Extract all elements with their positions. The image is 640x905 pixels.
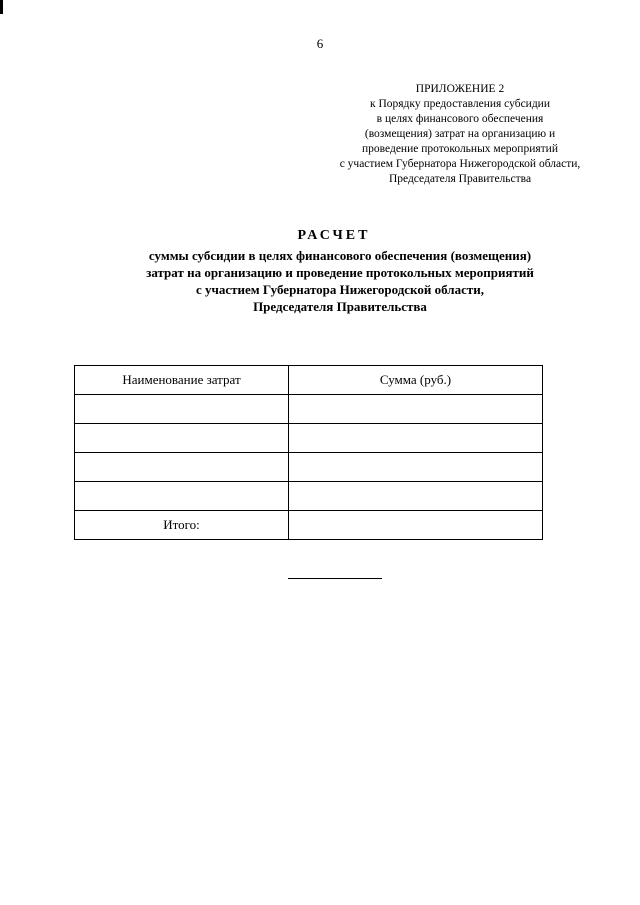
cost-table <box>74 365 543 540</box>
total-amount <box>289 511 543 540</box>
table-cell-cost-name <box>75 453 289 482</box>
appendix-heading: ПРИЛОЖЕНИЕ 2 <box>415 83 505 95</box>
total-label: Итого: <box>75 511 289 540</box>
header-cost-name: Наименование затрат <box>75 366 289 395</box>
appendix-line: в целях финансового обеспечения <box>376 113 544 125</box>
table-total-row <box>75 511 543 540</box>
appendix-block <box>300 82 620 187</box>
header-amount: Сумма (руб.) <box>289 366 543 395</box>
table-cell-cost-name <box>75 482 289 511</box>
appendix-line: с участием Губернатора Нижегородской области, <box>339 158 581 170</box>
subtitle-line: Председателя Правительства <box>253 299 427 314</box>
table-cell-cost-name <box>75 424 289 453</box>
table-row <box>75 482 543 511</box>
document-title: РАСЧЕТ <box>297 228 371 243</box>
appendix-line: Председателя Правительства <box>388 173 532 185</box>
subtitle-line: суммы субсидии в целях финансового обеспечения (возмещения) <box>148 248 532 263</box>
table-cell-cost-name <box>75 395 289 424</box>
table-row <box>75 424 543 453</box>
scan-corner-mark <box>0 0 3 14</box>
appendix-line: (возмещения) затрат на организацию и <box>364 128 556 140</box>
document-end-line <box>288 578 382 579</box>
subtitle-line: затрат на организацию и проведение протокольных мероприятий <box>146 265 534 280</box>
table-cell-amount <box>289 424 543 453</box>
subtitle-line: с участием Губернатора Нижегородской области, <box>196 282 484 297</box>
table-cell-amount <box>289 453 543 482</box>
page-number: 6 <box>316 36 324 51</box>
table-row <box>75 395 543 424</box>
table-header-row <box>75 366 543 395</box>
table-cell-amount <box>289 482 543 511</box>
appendix-line: к Порядку предоставления субсидии <box>370 98 550 110</box>
table-row <box>75 453 543 482</box>
document-subtitle <box>40 247 640 315</box>
table-cell-amount <box>289 395 543 424</box>
appendix-line: проведение протокольных мероприятий <box>362 143 558 155</box>
